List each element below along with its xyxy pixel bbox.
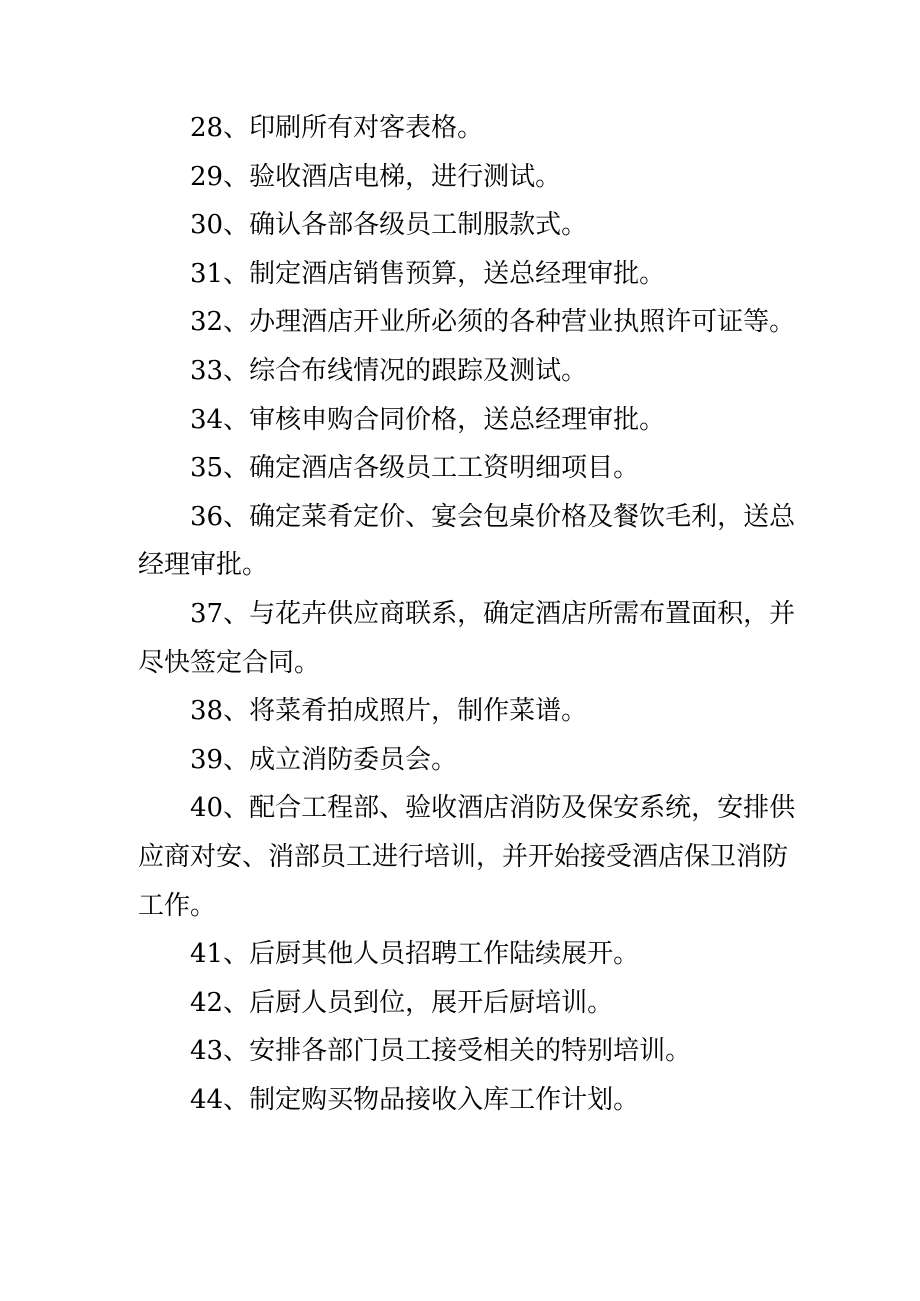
list-item: 34、审核申购合同价格，送总经理审批。 [190,404,666,435]
list-item: 44、制定购买物品接收入库工作计划。 [190,1084,640,1115]
list-item: 29、验收酒店电梯，进行测试。 [190,161,562,192]
list-item: 30、确认各部各级员工制服款式。 [190,210,588,241]
list-item: 41、后厨其他人员招聘工作陆续展开。 [190,939,640,970]
document-body [138,104,798,1124]
list-item: 43、安排各部门员工接受相关的特别培训。 [190,1036,692,1067]
list-item: 39、成立消防委员会。 [190,744,458,775]
list-item: 36、确定菜肴定价、宴会包桌价格及餐饮毛利，送总经理审批。 [138,501,796,581]
list-item: 40、配合工程部、验收酒店消防及保安系统，安排供应商对安、消部员工进行培训，并开始接受酒店保卫消防工作。 [138,793,796,921]
list-item: 28、印刷所有对客表格。 [190,113,484,143]
list-item: 37、与花卉供应商联系，确定酒店所需布置面积，并尽快签定合同。 [138,598,796,678]
list-item: 33、综合布线情况的跟踪及测试。 [190,355,588,386]
list-item: 35、确定酒店各级员工工资明细项目。 [190,453,640,484]
list-item: 32、办理酒店开业所必须的各种营业执照许可证等。 [190,307,796,338]
list-item: 31、制定酒店销售预算，送总经理审批。 [190,258,666,289]
list-item: 42、后厨人员到位，展开后厨培训。 [190,987,614,1018]
list-item: 38、将菜肴拍成照片，制作菜谱。 [190,696,588,727]
